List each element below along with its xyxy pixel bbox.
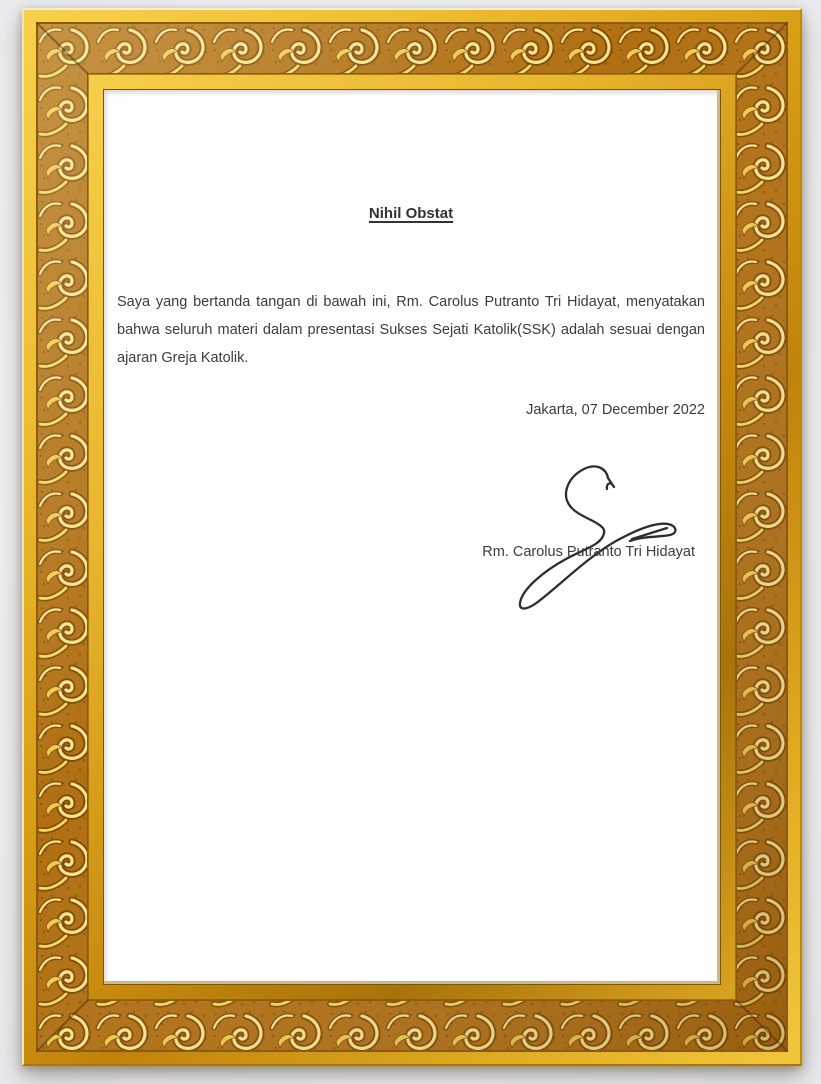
letter-body: Saya yang bertanda tangan di bawah ini, Rm. Carolus Putranto Tri Hidayat, menyatakan bahwa seluruh materi dalam presentasi Sukses Sejati Katolik(SSK) adalah sesuai dengan ajaran Greja Katolik.: [117, 294, 705, 366]
letter-title: Nihil Obstat: [368, 205, 454, 222]
signatory-name: Rm. Carolus Putranto Tri Hidayat: [482, 544, 695, 560]
picture-frame: [22, 8, 802, 1066]
letter-page: [104, 90, 720, 984]
signature-icon: [504, 456, 699, 621]
signature-block: [117, 456, 705, 631]
letter-dateline: Jakarta, 07 December 2022: [526, 402, 705, 418]
